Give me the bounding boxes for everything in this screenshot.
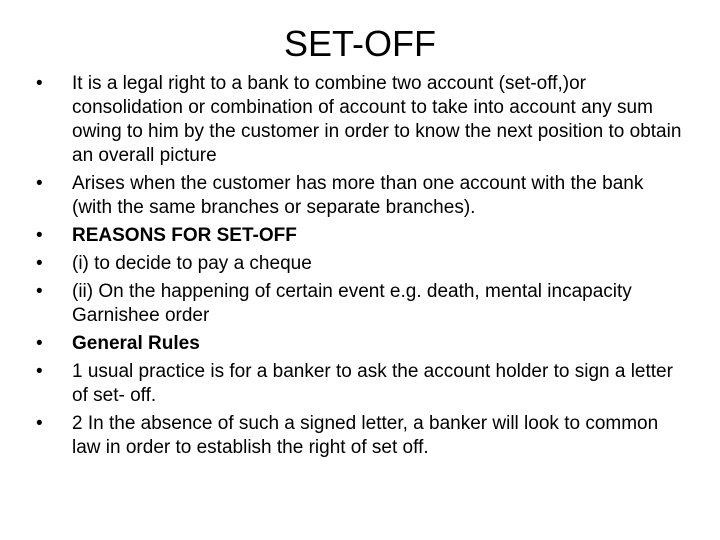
bullet-heading-text: REASONS FOR SET-OFF <box>72 225 297 246</box>
bullet-icon: • <box>36 413 43 434</box>
bullet-text: 1 usual practice is for a banker to ask the account holder to sign a letter of set- off. <box>72 361 673 406</box>
bullet-item-reasons-heading <box>36 224 686 248</box>
bullet-item-general-rules-heading <box>36 332 686 356</box>
slide-title: SET-OFF <box>284 23 436 64</box>
bullet-text: 2 In the absence of such a signed letter, a banker will look to common law in order to establish the right of set off. <box>72 413 659 458</box>
bullet-item-definition <box>36 72 686 168</box>
bullet-text: Arises when the customer has more than one account with the bank (with the same branches or separate branches). <box>72 173 644 218</box>
bullet-item-rule-1 <box>36 360 686 408</box>
bullet-item-arises <box>36 172 686 220</box>
bullet-item-reason-1 <box>36 252 686 276</box>
bullet-text: It is a legal right to a bank to combine two account (set-off,)or consolidation or combination of account to take into account any sum owing to him by the customer in order to know the next position to obtain an overall picture <box>72 73 682 166</box>
bullet-list <box>36 72 686 464</box>
bullet-icon: • <box>36 361 43 382</box>
bullet-icon: • <box>36 253 43 274</box>
bullet-text: (i) to decide to pay a cheque <box>72 253 312 274</box>
bullet-icon: • <box>36 73 43 94</box>
bullet-item-reason-2 <box>36 280 686 328</box>
bullet-item-rule-2 <box>36 412 686 460</box>
bullet-icon: • <box>36 333 43 354</box>
bullet-icon: • <box>36 173 43 194</box>
bullet-heading-text: General Rules <box>72 333 200 354</box>
bullet-text: (ii) On the happening of certain event e.g. death, mental incapacity Garnishee order <box>72 281 632 326</box>
bullet-icon: • <box>36 281 43 302</box>
bullet-icon: • <box>36 225 43 246</box>
